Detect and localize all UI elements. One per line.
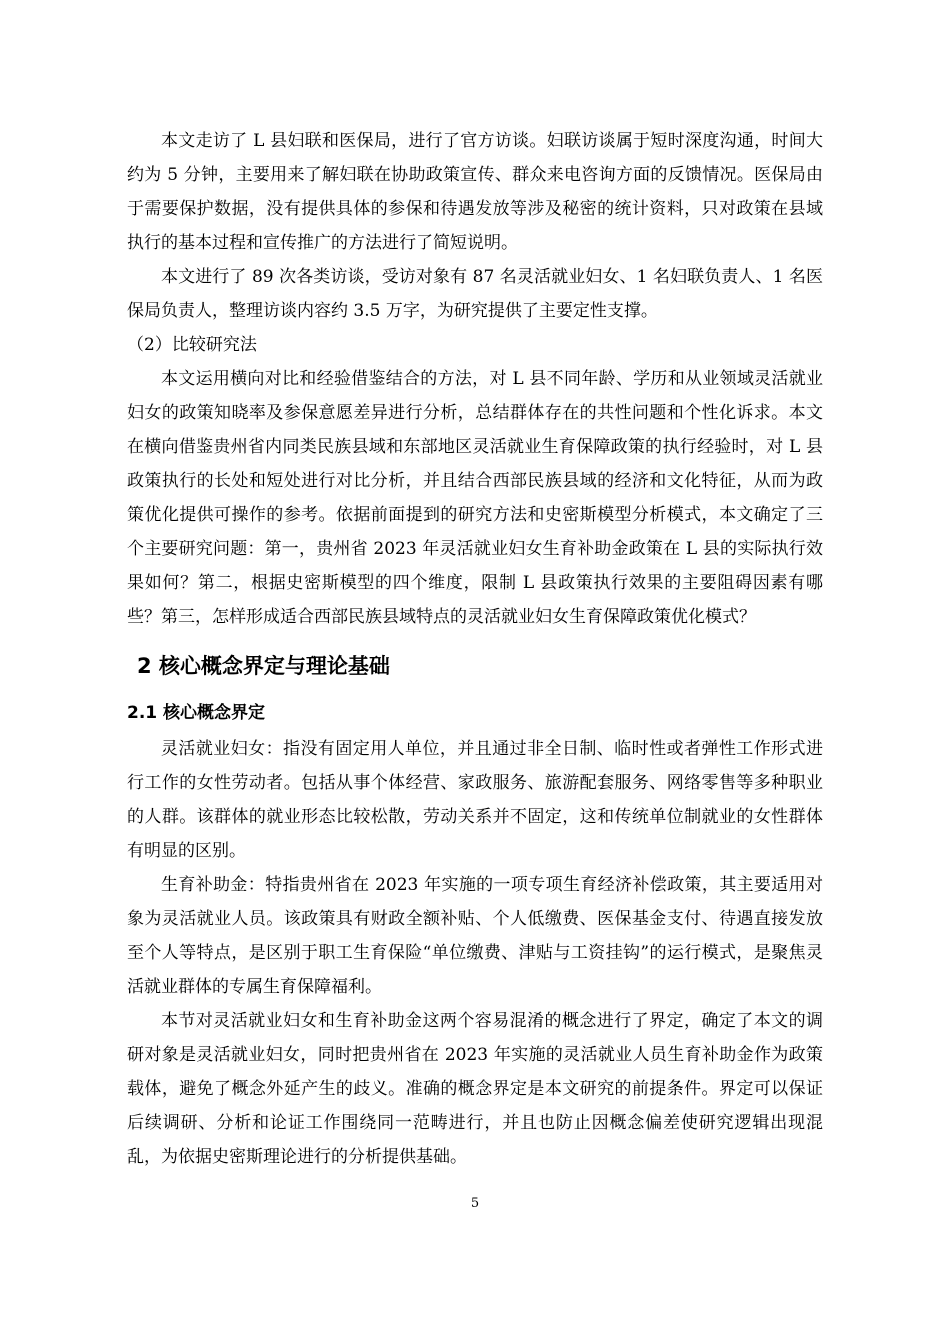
paragraph-official-interviews: 本文走访了 L 县妇联和医保局，进行了官方访谈。妇联访谈属于短时深度沟通，时间大约为 5 分钟，主要用来了解妇联在协助政策宣传、群众来电咨询方面的反馈情况。医保局由于需要保护数据，没有提供具体的参保和待遇发放等涉及秘密的统计资料，只对政策在县域执行的基本过程和宣传推广的方法进行了简短说明。 xyxy=(127,131,823,253)
paragraph-comparative-method: 本文运用横向对比和经验借鉴结合的方法，对 L 县不同年龄、学历和从业领域灵活就业妇女的政策知晓率及参保意愿差异进行分析，总结群体存在的共性问题和个性化诉求。本文在横向借鉴贵州省内同类民族县域和东部地区灵活就业生育保障政策的执行经验时，对 L 县政策执行的长处和短处进行对比分析，并且结合西部民族县域的经济和文化特征，从而为政策优化提供可操作的参考。依据前面提到的研究方法和史密斯模型分析模式，本文确定了三个主要研究问题：第一，贵州省 2023 年灵活就业妇女生育补助金政策在 L 县的实际执行效果如何？第二，根据史密斯模型的四个维度，限制 L 县政策执行效果的主要阻碍因素有哪些？第三，怎样形成适合西部民族县域特点的灵活就业妇女生育保障政策优化模式？ xyxy=(127,369,823,627)
paragraph-definition-summary: 本节对灵活就业妇女和生育补助金这两个容易混淆的概念进行了界定，确定了本文的调研对象是灵活就业妇女，同时把贵州省在 2023 年实施的灵活就业人员生育补助金作为政策载体，避免了概念外延产生的歧义。准确的概念界定是本文研究的前提条件。界定可以保证后续调研、分析和论证工作围绕同一范畴进行，并且也防止因概念偏差使研究逻辑出现混乱，为依据史密斯理论进行的分析提供基础。 xyxy=(127,1011,823,1167)
chapter-heading: 2 核心概念界定与理论基础 xyxy=(137,654,390,678)
paragraph-interview-summary: 本文进行了 89 次各类访谈，受访对象有 87 名灵活就业妇女、1 名妇联负责人、1 名医保局负责人，整理访谈内容约 3.5 万字，为研究提供了主要定性支撑。 xyxy=(127,267,823,321)
page-body xyxy=(127,124,823,1174)
page-number: 5 xyxy=(470,1196,480,1211)
definition-maternity-subsidy: 生育补助金：特指贵州省在 2023 年实施的一项专项生育经济补偿政策，其主要适用对象为灵活就业人员。该政策具有财政全额补贴、个人低缴费、医保基金支付、待遇直接发放至个人等特点，是区别于职工生育保险“单位缴费、津贴与工资挂钩”的运行模式，是聚焦灵活就业群体的专属生育保障福利。 xyxy=(127,875,823,997)
subsection-label-comparative-method: （2）比较研究法 xyxy=(127,335,257,355)
section-heading: 2.1 核心概念界定 xyxy=(127,703,266,723)
definition-flexible-employed-women: 灵活就业妇女：指没有固定用人单位，并且通过非全日制、临时性或者弹性工作形式进行工作的女性劳动者。包括从事个体经营、家政服务、旅游配套服务、网络零售等多种职业的人群。该群体的就业形态比较松散，劳动关系并不固定，这和传统单位制就业的女性群体有明显的区别。 xyxy=(127,739,823,861)
